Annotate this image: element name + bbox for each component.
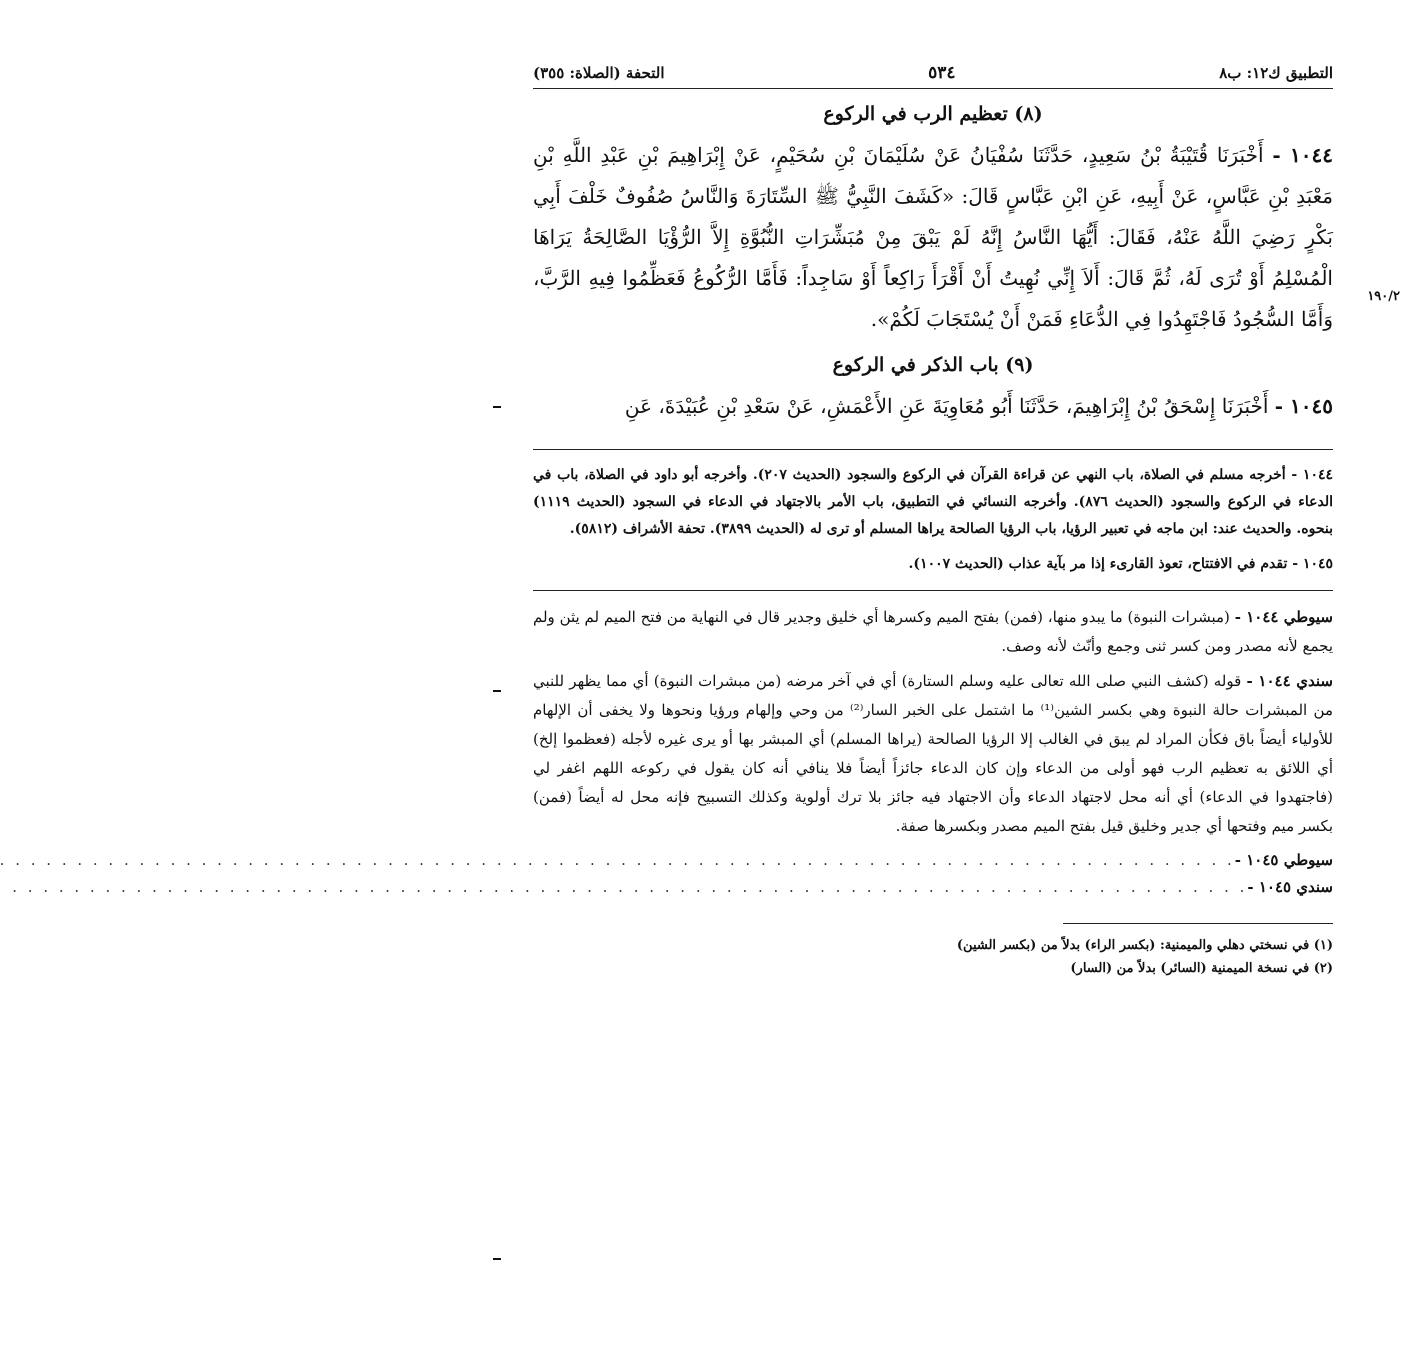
commentary-lead: سندي ١٠٤٤ - bbox=[1246, 672, 1334, 690]
takhrij-1044: ١٠٤٤ - أخرجه مسلم في الصلاة، باب النهي عن قراءة القرآن في الركوع والسجود (الحديث ٢٠٧). وأخرجه أبو داود في الصلاة، باب في الدعاء في الركوع والسجود (الحديث ٨٧٦). وأخرجه النسائي في التطبيق، باب الأمر بالاجتهاد في الدعاء في السجود (الحديث ١١١٩) بنحوه. والحديث عند: ابن ماجه في تعبير الرؤيا، باب الرؤيا الصالحة يراها المسلم أو ترى له (الحديث ٣٨٩٩). تحفة الأشراف (٥٨١٢). bbox=[533, 467, 1333, 537]
commentary-sindi-1045 bbox=[12, 874, 1333, 901]
hadith-number: ١٠٤٥ - bbox=[1274, 394, 1333, 418]
chapter-title-9: (٩) باب الذكر في الركوع bbox=[832, 354, 1034, 376]
margin-reference: ١٩٠/٢ bbox=[1367, 289, 1400, 304]
chapter-title-8: (٨) تعظيم الرب في الركوع bbox=[823, 103, 1043, 125]
hadith-number: ١٠٤٤ - bbox=[1272, 143, 1334, 167]
hadith-text: أَخْبَرَنَا إِسْحَقُ بْنُ إِبْرَاهِيمَ، حَدَّثَنَا أَبُو مُعَاوِيَةَ عَنِ الأَعْمَشِ، عَنْ سَعْدِ بْنِ عُبَيْدَةَ، عَنِ bbox=[624, 394, 1269, 418]
footnote-2: (٢) في نسخة الميمنية (السائر) بدلاً من (السار) bbox=[1070, 961, 1333, 976]
page bbox=[0, 58, 1334, 980]
footnote-1: (١) في نسختي دهلي والميمنية: (بكسر الراء) بدلاً من (بكسر الشين) bbox=[956, 938, 1333, 953]
header-right: التطبيق ك١٢: ب٨ bbox=[1219, 64, 1333, 82]
commentary-lead: سيوطي ١٠٤٤ - bbox=[1234, 608, 1333, 626]
commentary-text: (مبشرات النبوة) ما يبدو منها، (فمن) بفتح الميم وكسرها أي خليق وجدير قال في النهاية من فتح الميم لم يثن ولم يجمع لأنه مصدر ومن كسر ثنى وجمع وأنّث لأنه وصف. bbox=[533, 608, 1333, 655]
footnote-rule bbox=[1063, 923, 1333, 924]
hadith-text: أَخْبَرَنَا قُتَيْبَةُ بْنُ سَعِيدٍ، حَدَّثَنَا سُفْيَانُ عَنْ سُلَيْمَانَ بْنِ سُحَيْمٍ، عَنْ إِبْرَاهِيمَ بْنِ عَبْدِ اللَّهِ بْنِ مَعْبَدِ بْنِ عَبَّاسٍ، عَنْ أَبِيهِ، عَنِ ابْنِ عَبَّاسٍ قَالَ: «كَشَفَ النَّبِيُّ ﷺ السِّتَارَةَ وَالنَّاسُ صُفُوفٌ خَلْفَ أَبِي بَكْرٍ رَضِيَ اللَّهُ عَنْهُ، فَقَالَ: أَيُّهَا النَّاسُ إِنَّهُ لَمْ يَبْقَ مِنْ مُبَشِّرَاتِ النُّبُوَّةِ إِلاَّ الرُّؤْيَا الصَّالِحَةُ يَرَاهَا الْمُسْلِمُ أَوْ تُرَى لَهُ، ثُمَّ قَالَ: أَلاَ إِنِّي نُهِيتُ أَنْ أَقْرَأَ رَاكِعاً أَوْ سَاجِداً: فَأَمَّا الرُّكُوعُ فَعَظِّمُوا فِيهِ الرَّبَّ، وَأَمَّا السُّجُودُ فَاجْتَهِدُوا فِي الدُّعَاءِ فَمَنْ أَنْ يُسْتَجَابَ لَكُمْ». bbox=[533, 143, 1333, 331]
commentary-suyuti-1044 bbox=[533, 603, 1333, 661]
scan-edge-mark bbox=[493, 406, 501, 408]
commentary-suyuti-1045 bbox=[0, 847, 1333, 874]
commentary-lead: سيوطي ١٠٤٥ - bbox=[1234, 851, 1333, 869]
commentary-sindi-1044 bbox=[533, 667, 1333, 841]
header-rule bbox=[533, 88, 1333, 89]
hadith-1045 bbox=[533, 386, 1333, 427]
scan-edge-mark bbox=[493, 690, 501, 692]
running-header bbox=[533, 58, 1333, 88]
commentary-lead: سندي ١٠٤٥ - bbox=[1247, 878, 1333, 896]
page-number: ٥٣٤ bbox=[928, 63, 956, 83]
separator bbox=[533, 449, 1333, 450]
takhrij-1045: ١٠٤٥ - تقدم في الافتتاح، تعوذ القارىء إذا مر بآية عذاب (الحديث ١٠٠٧). bbox=[908, 556, 1333, 572]
header-left: التحفة (الصلاة: ٣٥٥) bbox=[533, 64, 665, 82]
separator bbox=[533, 590, 1333, 591]
dot-leader: . . . . . . . . . . . . . . . . . . . . . . . . . . . . . . . . . . . . . . . . . . . . . . . . . . . . . . . . . . . . . . . . . . . . . . . . . . . . . . . . bbox=[12, 878, 1248, 896]
scan-edge-mark bbox=[493, 1258, 501, 1260]
commentary-text: قوله (كشف النبي صلى الله تعالى عليه وسلم الستارة) أي في آخر مرضه (من مبشرات النبوة) أي مما يظهر للنبي من المبشرات حالة النبوة وهي بكسر الشين⁽¹⁾ ما اشتمل على الخبر السار⁽²⁾ من وحي وإلهام ورؤيا ونحوها ولا يخفى أن الإلهام للأولياء أيضاً باق فكأن المراد لم يبق في الغالب إلا الرؤيا الصالحة (يراها المسلم) أي المبشر بها أو يرى غيره لأجله (فعظموا إلخ) أي اللائق به تعظيم الرب فهو أولى من الدعاء وإن كان الدعاء جائزاً أيضاً فلا ينافي أنه كان يقول في ركوعه اللهم اغفر لي (فاجتهدوا في الدعاء) أي أنه محل لاجتهاد الدعاء وأن الاجتهاد فيه جائز بلا ترك أولوية وكذلك التسبيح فإنه محل له أيضاً (فمن) بكسر ميم وفتحها أي جدير وخليق قيل بفتح الميم مصدر وبكسرها صفة. bbox=[533, 672, 1333, 835]
dot-leader: . . . . . . . . . . . . . . . . . . . . . . . . . . . . . . . . . . . . . . . . . . . . . . . . . . . . . . . . . . . . . . . . . . . . . . . . . . . . . . . . bbox=[0, 851, 1235, 869]
hadith-1044 bbox=[533, 135, 1333, 340]
